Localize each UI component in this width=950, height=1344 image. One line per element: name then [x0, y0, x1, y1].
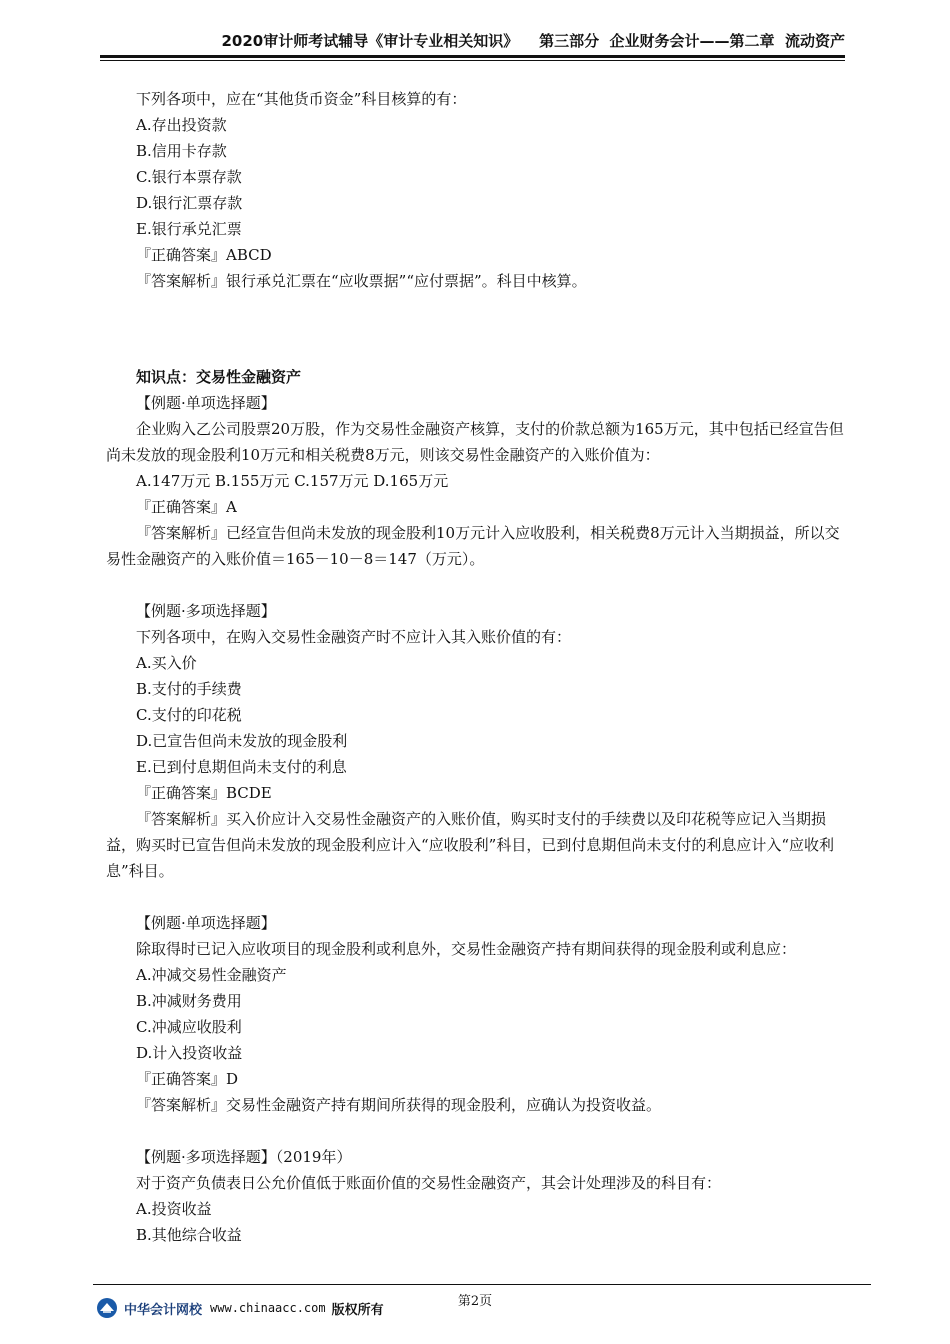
q3-option: B.冲减财务费用 [136, 992, 242, 1010]
q1-answer: 『正确答案』A [136, 498, 237, 516]
q3-analysis: 『答案解析』交易性金融资产持有期间所获得的现金股利，应确认为投资收益。 [136, 1096, 662, 1114]
q2-option: B.支付的手续费 [136, 680, 242, 698]
q4-stem: 对于资产负债表日公允价值低于账面价值的交易性金融资产，其会计处理涉及的科目有： [136, 1174, 722, 1192]
q2-tag: 【例题·多项选择题】 [136, 602, 276, 620]
q0-option: A.存出投资款 [136, 116, 227, 134]
q1-analysis: 『答案解析』已经宣告但尚未发放的现金股利10万元计入应收股利，相关税费8万元计入当期损益，所以交易性金融资产的入账价值＝165－10－8＝147（万元）。 [106, 524, 840, 568]
q3-option: A.冲减交易性金融资产 [136, 966, 287, 984]
footer-rule [93, 1284, 871, 1285]
q0-option: C.银行本票存款 [136, 168, 242, 186]
footer-rights: 版权所有 [331, 1302, 384, 1318]
header-rule-thin [100, 60, 845, 61]
q0-option: B.信用卡存款 [136, 142, 227, 160]
page-content [106, 86, 851, 1248]
q1-stem: 企业购入乙公司股票20万股，作为交易性金融资产核算，支付的价款总额为165万元，其中包括已经宣告但尚未发放的现金股利10万元和相关税费8万元，则该交易性金融资产的入账价值为： [106, 420, 844, 464]
footer-brand-name: 中华会计网校 [124, 1302, 203, 1318]
q3-tag: 【例题·单项选择题】 [136, 914, 276, 932]
q0-option: E.银行承兑汇票 [136, 220, 242, 238]
q4-tag-line [106, 1144, 851, 1170]
q0-option: D.银行汇票存款 [136, 194, 243, 212]
q4-option: B.其他综合收益 [136, 1226, 242, 1244]
q2-stem: 下列各项中，在购入交易性金融资产时不应计入其入账价值的有： [136, 628, 572, 646]
q0-stem: 下列各项中，应在“其他货币资金”科目核算的有： [136, 90, 467, 108]
page-header: 2020审计师考试辅导《审计专业相关知识》 第三部分 企业财务会计——第二章 流动资产 [221, 32, 845, 50]
q2-option: E.已到付息期但尚未支付的利息 [136, 758, 347, 776]
header-rule-thick [100, 55, 845, 58]
q0-answer: 『正确答案』ABCD [136, 246, 272, 264]
q4-tag: 【例题·多项选择题】 [136, 1148, 276, 1166]
q4-option: A.投资收益 [136, 1200, 212, 1218]
q0-analysis: 『答案解析』银行承兑汇票在“应收票据”“应付票据”。科目中核算。 [136, 272, 587, 290]
q2-answer: 『正确答案』BCDE [136, 784, 272, 802]
q3-option: D.计入投资收益 [136, 1044, 243, 1062]
globe-logo-icon [96, 1297, 118, 1319]
q1-options: A.147万元 B.155万元 C.157万元 D.165万元 [136, 472, 449, 490]
section-title: 知识点：交易性金融资产 [136, 368, 302, 386]
q3-stem: 除取得时已记入应收项目的现金股利或利息外，交易性金融资产持有期间获得的现金股利或利息应： [136, 940, 797, 958]
footer-brand [96, 1296, 384, 1320]
q2-option: C.支付的印花税 [136, 706, 242, 724]
footer-url[interactable]: www.chinaacc.com [210, 1301, 326, 1315]
q3-answer: 『正确答案』D [136, 1070, 239, 1088]
q4-year: （2019年） [275, 1148, 352, 1166]
q3-option: C.冲减应收股利 [136, 1018, 242, 1036]
q1-tag: 【例题·单项选择题】 [136, 394, 276, 412]
q2-option: D.已宣告但尚未发放的现金股利 [136, 732, 348, 750]
q2-option: A.买入价 [136, 654, 197, 672]
q2-analysis: 『答案解析』买入价应计入交易性金融资产的入账价值，购买时支付的手续费以及印花税等应记入当期损益，购买时已宣告但尚未发放的现金股利应计入“应收股利”科目，已到付息期但尚未支付的利息应计入“应收利息”科目。 [106, 810, 835, 880]
page-number: 第2页 [457, 1294, 493, 1309]
